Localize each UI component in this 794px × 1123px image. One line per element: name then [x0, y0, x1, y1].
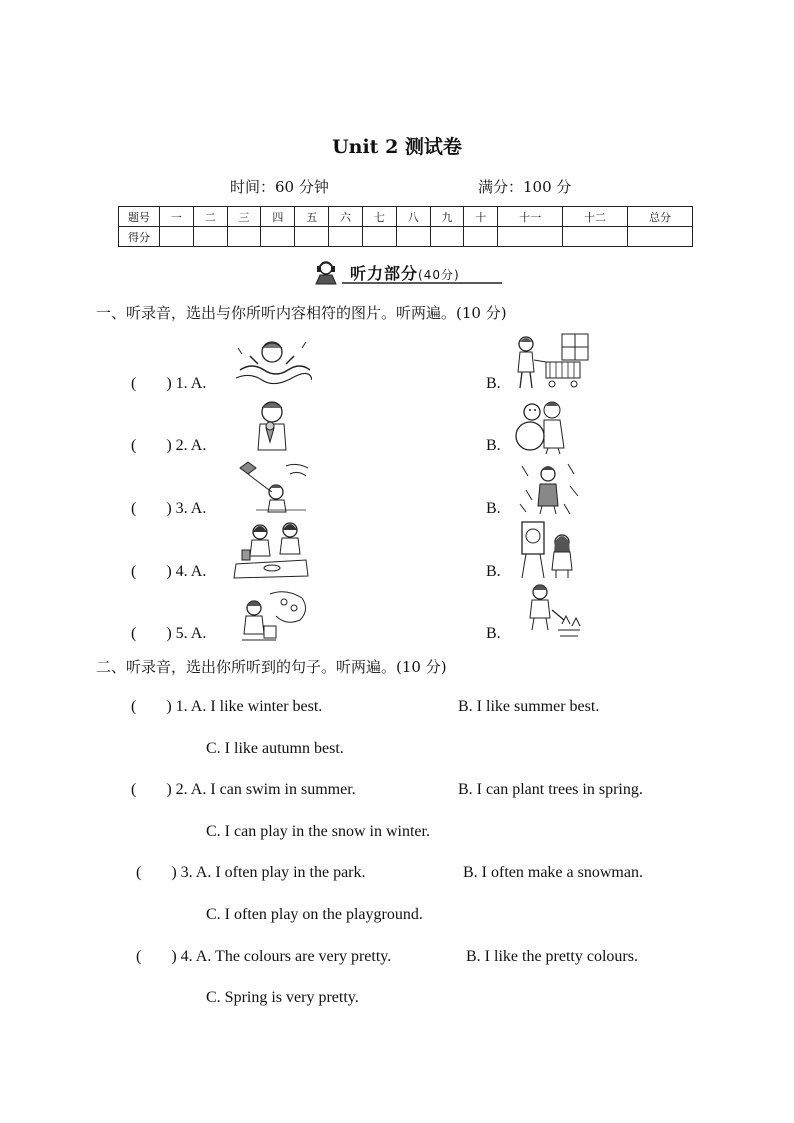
section1-item-3: ( ) 3. A.: [131, 500, 207, 517]
section1-item-1: ( ) 1. A.: [131, 375, 207, 392]
section2-item-2-c: C. I can play in the snow in winter.: [206, 823, 430, 840]
col-11: 十一: [498, 207, 563, 227]
painting-picture: [516, 520, 576, 580]
col-5: 五: [295, 207, 329, 227]
score-cell[interactable]: [430, 227, 464, 247]
section2-item-1-c: C. I like autumn best.: [206, 740, 344, 757]
score-cell[interactable]: [362, 227, 396, 247]
section2-item-3-b: B. I often make a snowman.: [463, 864, 643, 881]
section1-item-5-b: B.: [486, 625, 501, 642]
section1-heading: 一、听录音，选出与你所听内容相符的图片。听两遍。(10 分): [96, 304, 507, 322]
col-7: 七: [362, 207, 396, 227]
snowman-picture: [510, 398, 572, 454]
picnic-picture: [232, 520, 310, 580]
listening-banner: [312, 260, 502, 286]
col-total: 总分: [628, 207, 693, 227]
score-cell[interactable]: [464, 227, 498, 247]
score-cell[interactable]: [396, 227, 430, 247]
section1-item-2: ( ) 2. A.: [131, 437, 207, 454]
section1-item-4-b: B.: [486, 563, 501, 580]
section2-item-1-b: B. I like summer best.: [458, 698, 600, 715]
page-title: Unit 2 测试卷: [332, 136, 462, 158]
swimming-picture: [232, 334, 312, 390]
row-label-score: 得分: [119, 227, 160, 247]
kite-picture: [236, 458, 310, 516]
score-cell[interactable]: [295, 227, 329, 247]
col-8: 八: [396, 207, 430, 227]
section1-item-5: ( ) 5. A.: [131, 625, 207, 642]
apple-picking-picture: [236, 590, 308, 644]
banner-underline: [342, 280, 502, 286]
cold-wind-picture: [518, 460, 582, 516]
row-label-number: 题号: [119, 207, 160, 227]
col-3: 三: [227, 207, 261, 227]
score-cell[interactable]: [227, 227, 261, 247]
section1-item-2-b: B.: [486, 437, 501, 454]
score-table-header-row: [119, 207, 693, 227]
section2-item-4-c: C. Spring is very pretty.: [206, 989, 359, 1006]
listening-kid-icon: [312, 260, 344, 286]
score-cell[interactable]: [628, 227, 693, 247]
section2-item-1: ( ) 1. A. I like winter best.: [131, 698, 323, 715]
section2-item-2: ( ) 2. A. I can swim in summer.: [131, 781, 356, 798]
section1-item-3-b: B.: [486, 500, 501, 517]
section2-item-4: ( ) 4. A. The colours are very pretty.: [136, 948, 392, 965]
full-score: 满分：100 分: [478, 178, 572, 196]
time-limit: 时间：60 分钟: [230, 178, 329, 196]
listening-title: 听力部分(40分): [350, 264, 460, 283]
ice-cream-picture: [252, 398, 292, 452]
col-9: 九: [430, 207, 464, 227]
score-table-score-row: [119, 227, 693, 247]
score-cell[interactable]: [261, 227, 295, 247]
shopping-picture: [510, 332, 590, 392]
section2-item-4-b: B. I like the pretty colours.: [466, 948, 638, 965]
section1-item-4: ( ) 4. A.: [131, 563, 207, 580]
score-cell[interactable]: [498, 227, 563, 247]
col-2: 二: [193, 207, 227, 227]
section2-heading: 二、听录音，选出你所听到的句子。听两遍。(10 分): [96, 658, 447, 676]
col-10: 十: [464, 207, 498, 227]
section2-item-2-b: B. I can plant trees in spring.: [458, 781, 643, 798]
score-cell[interactable]: [160, 227, 194, 247]
col-1: 一: [160, 207, 194, 227]
col-6: 六: [329, 207, 363, 227]
score-table: [118, 206, 693, 247]
col-4: 四: [261, 207, 295, 227]
planting-picture: [518, 580, 584, 640]
score-cell[interactable]: [329, 227, 363, 247]
section1-item-1-b: B.: [486, 375, 501, 392]
score-cell[interactable]: [193, 227, 227, 247]
col-12: 十二: [563, 207, 628, 227]
section2-item-3: ( ) 3. A. I often play in the park.: [136, 864, 366, 881]
section2-item-3-c: C. I often play on the playground.: [206, 906, 423, 923]
score-cell[interactable]: [563, 227, 628, 247]
